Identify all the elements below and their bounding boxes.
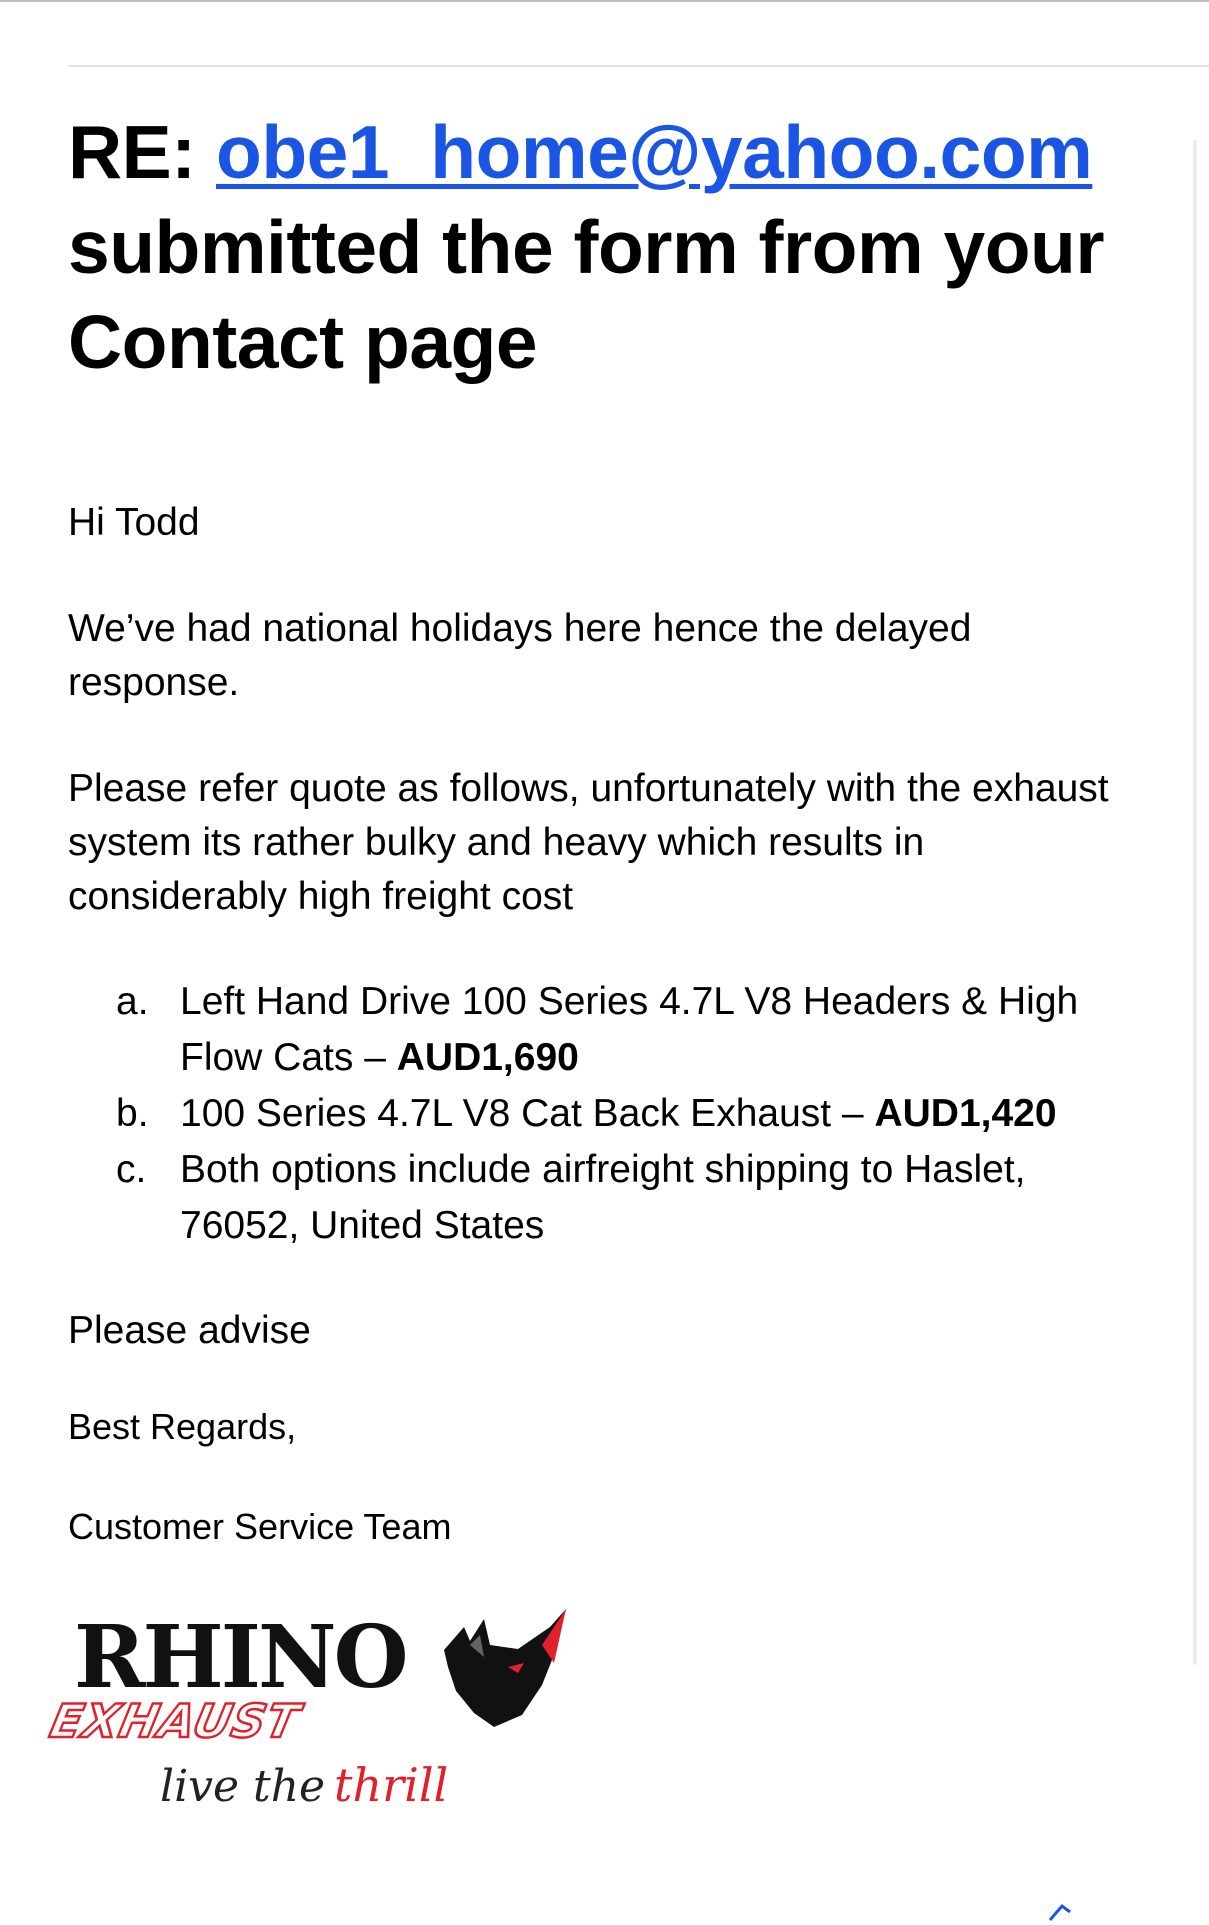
quote-item	[68, 974, 1148, 1086]
sender-email-link[interactable]: obe1_home@yahoo.com	[216, 110, 1093, 194]
email-paragraph-quote-intro: Please refer quote as follows, unfortunately with the exhaust system its rather bulky and heavy which results in considerably high freight cost	[68, 767, 1109, 918]
email-signature: Customer Service Team	[68, 1506, 452, 1547]
list-marker: a.	[116, 980, 149, 1023]
list-marker: b.	[116, 1092, 149, 1135]
quote-item-text: 100 Series 4.7L V8 Cat Back Exhaust –	[180, 1092, 864, 1135]
quote-item-text: Left Hand Drive 100 Series 4.7L V8 Headers & High Flow Cats –	[180, 980, 1079, 1079]
quote-item-price: AUD1,420	[874, 1092, 1057, 1135]
email-regards: Best Regards,	[68, 1406, 297, 1447]
subject-text: submitted the form from your Contact page	[68, 205, 1105, 384]
rhino-exhaust-logo	[45, 1605, 592, 1820]
quote-item-price: AUD1,690	[396, 1036, 579, 1079]
reply-arrow-icon[interactable]	[1046, 1902, 1076, 1920]
email-closing: Please advise	[68, 1309, 311, 1352]
email-paragraph-delay: We’ve had national holidays here hence the delayed response.	[68, 607, 972, 704]
logo-rhino-wordmark: RHINO	[74, 1607, 406, 1708]
logo-tagline-thrill: thrill	[334, 1758, 449, 1812]
subject-prefix: RE:	[68, 110, 196, 194]
quote-list	[68, 974, 1148, 1254]
top-divider	[0, 0, 1209, 2]
rhino-head-icon	[444, 1609, 566, 1727]
quote-item	[68, 1086, 1148, 1142]
email-message	[68, 105, 1148, 1588]
quote-item-text: Both options include airfreight shipping to Haslet, 76052, United States	[180, 1148, 1026, 1247]
header-divider	[68, 65, 1209, 67]
email-subject	[68, 105, 1148, 390]
vertical-scrollbar[interactable]	[1193, 140, 1197, 1665]
list-marker: c.	[116, 1148, 147, 1191]
logo-exhaust-wordmark: EXHAUST	[45, 1694, 305, 1748]
logo-tagline-live: live the	[160, 1761, 326, 1812]
quote-item	[68, 1142, 1148, 1254]
logo-graphic	[45, 1605, 592, 1820]
email-greeting: Hi Todd	[68, 501, 200, 544]
